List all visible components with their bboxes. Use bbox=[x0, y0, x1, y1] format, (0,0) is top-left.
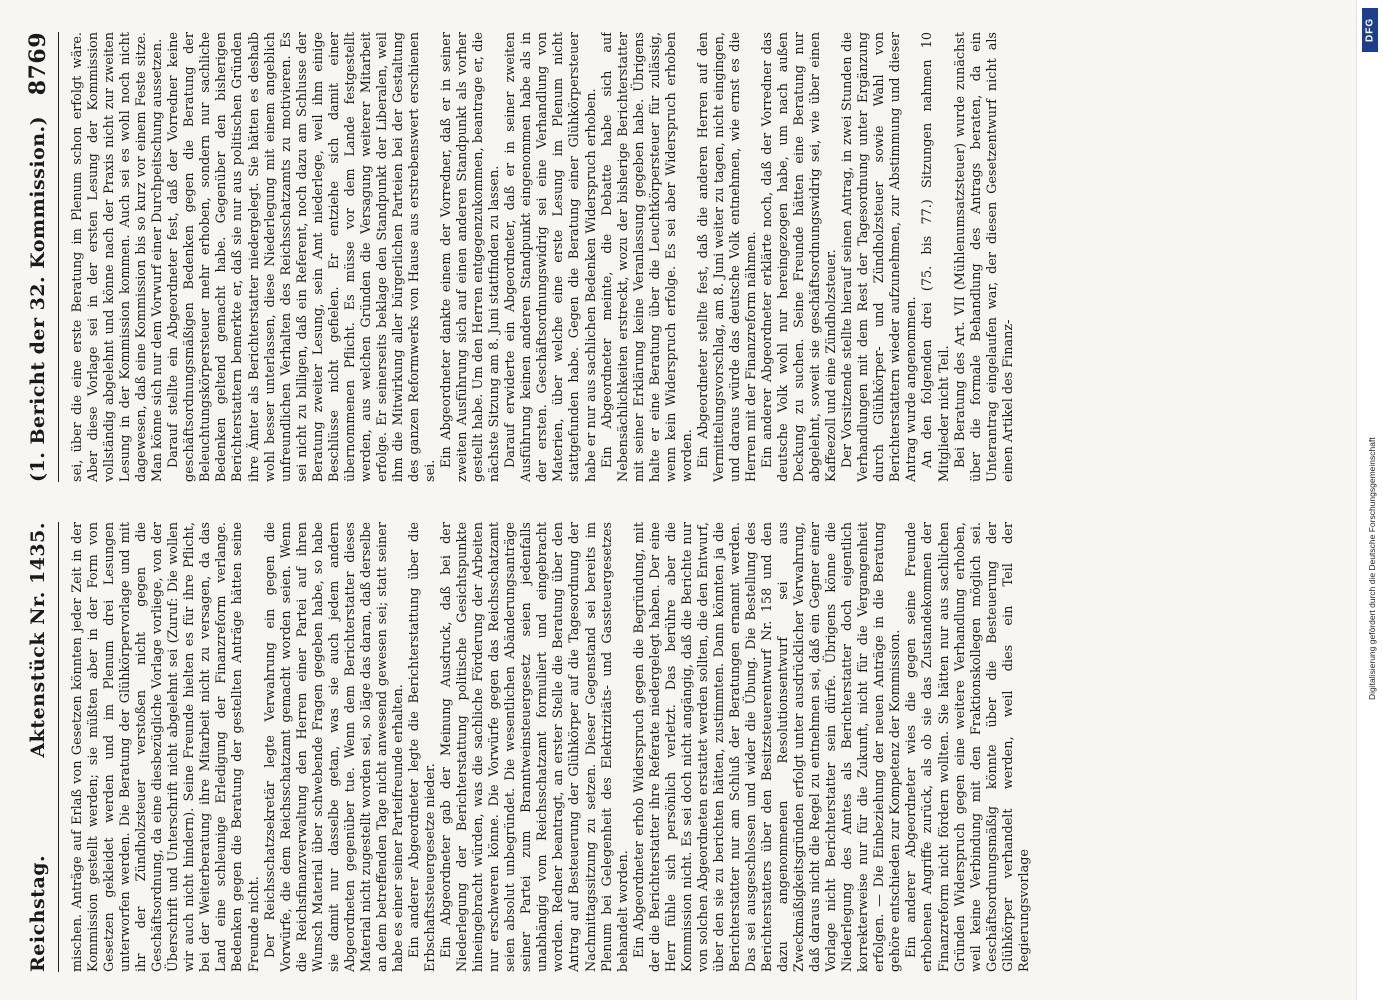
text-columns-left bbox=[70, 522, 1338, 972]
paragraph: Ein Abgeordneter erhob Widerspruch gegen die Begründung, mit der die Berichterstatter ihre Referate niedergelegt haben. Der eine Herr fühle sich persönlich verletzt. Das berühre aber die Kommission nicht. Es sei doch nicht angängig, daß die Berichte nur von solchen Abgeordneten erstattet werden sollten, die den Entwurf, über den sie zu berichten hätten, zustimmten. Dann könnten ja die Berichterstatter nur am Schluß der Beratungen ernannt werden. Das sei ausgeschlossen und wider die Übung. Die Bestellung des Berichterstatters über den Besitzsteuerentwurf Nr. 158 und den dazu angenommenen Resolutionsentwurf sei aus Zweckmäßigkeitsgründen erfolgt unter ausdrücklicher Verwahrung, daß daraus nicht die Regel zu entnehmen sei, daß ein Gegner einer Vorlage nicht Berichterstatter sein dürfe. Übrigens könne die Niederlegung des Amtes als Berichterstatter doch eigentlich korrekterweise nur für die Zukunft, nicht für die Vergangenheit erfolgen. — Die Einbeziehung der neuen Anträge in die Beratung gehöre entschieden zur Kompetenz der Kommission. bbox=[631, 522, 904, 972]
paragraph: sei, über die eine erste Beratung im Plenum schon erfolgt wäre. Aber diese Vorlage sei in der ersten Lesung der Kommission vollständig abgelehnt und könne nach der Praxis nicht zur zweiten Lesung in der Kommission kommen. Auch sei es wohl noch nicht dagewesen, daß eine Kommission bis so kurz vor einem Feste sitze. Man könne sich nur dem Vorwurf einer Durchpeitschung aussetzen. bbox=[70, 32, 166, 482]
rotated-page bbox=[18, 22, 1348, 982]
paragraph: Darauf stellte ein Abgeordneter fest, daß der Vorredner keine geschäftsordnungsmäßigen Bedenken gegen die Beratung der Beleuchtungskörpersteuer mehr erhoben, sondern nur sachliche Bedenken geltend gemacht habe. Gegenüber den bisherigen Berichterstattern bemerkte er, daß sie nur aus politischen Gründen ihre Ämter als Berichterstatter niedergelegt. Sie hätten es deshalb wohl besser unterlassen, diese Niederlegung mit einem angeblich unfreundlichen Verhalten des Reichsschatzamts zu motivieren. Es sei nicht zu billigen, daß ein Referent, noch dazu am Schlusse der Beratung zweiter Lesung, sein Amt niederlege, weil ihm einige Beschlüsse nicht gefielen. Er entziehe sich damit einer übernommenen Pflicht. Es müsse vor dem Lande festgestellt werden, aus welchen Gründen die Versagung weiterer Mitarbeit erfolge. Er seinerseits beklage den Standpunkt der Liberalen, weil ihm die Mitwirkung aller bürgerlichen Parteien bei der Gestaltung des ganzen Reformwerks von Hause aus erstrebenswert erschienen sei. bbox=[166, 32, 439, 482]
dfg-logo: DFG bbox=[1362, 8, 1378, 52]
paragraph: Ein Abgeordneter stellte fest, daß die anderen Herren auf den Vermittelungsvorschlag, am 8. Juni weiter zu tagen, nicht eingingen, und daraus würde das deutsche Volk entnehmen, wie ernst es die Herren mit der Finanzreform nähmen. bbox=[695, 32, 759, 482]
paragraph: Darauf erwiderte ein Abgeordneter, daß er in seiner zweiten Ausführung keinen anderen Standpunkt eingenommen habe als in der ersten. Geschäftsordnungswidrig sei eine Verhandlung von Materien, über welche eine erste Lesung im Plenum nicht stattgefunden habe. Gegen die Beratung einer Glühkörpersteuer habe er nur aus sachlichen Bedenken Widerspruch erhoben. bbox=[503, 32, 599, 482]
paragraph: Ein Abgeordneter meinte, die Debatte habe sich auf Nebensächlichkeiten erstreckt, wozu der bisherige Berichterstatter mit seiner Erklärung keine Veranlassung gegeben habe. Übrigens halte er eine Beratung über die Leuchtkörpersteuer für zulässig, wenn kein Widerspruch erfolge. Es sei aber Widerspruch erhoben worden. bbox=[599, 32, 695, 482]
paragraph: An den folgenden drei (75. bis 77.) Sitzungen nahmen 10 Mitglieder nicht Teil. bbox=[920, 32, 952, 482]
paragraph: Ein anderer Abgeordneter legte die Berichterstattung über die Erbschaftssteuergesetze nieder. bbox=[406, 522, 439, 972]
page-half-right bbox=[18, 22, 1348, 492]
text-column-1 bbox=[70, 522, 1338, 972]
dfg-credit-strip bbox=[1356, 0, 1383, 1000]
report-title: (1. Bericht der 32. Kommission.) bbox=[27, 115, 49, 482]
paragraph: Ein anderer Abgeordneter erklärte noch, daß der Vorredner das deutsche Volk wohl nur hereingezogen habe, um nach außen Deckung zu suchen. Seine Freunde hätten eine Beratung nur abgelehnt, soweit sie geschäftsordnungswidrig sei, wie über einen Kaffeezoll und eine Zündholzsteuer. bbox=[760, 32, 840, 482]
paragraph: Der Reichsschatzsekretär legte Verwahrung ein gegen die Vorwürfe, die dem Reichsschatzamt gemacht worden seien. Wenn die Reichsfinanzverwaltung den Herren einer Partei auf ihren Wunsch Material über schwebende Fragen gegeben habe, so habe sie damit nur dasselbe getan, was sie auch jedem andern Abgeordneten gegenüber tue. Wenn dem Berichterstatter dieses Material nicht zugestellt worden sei, so läge das daran, daß derselbe an dem betreffenden Tage nicht anwesend gewesen sei; statt seiner habe es einer seiner Parteifreunde erhalten. bbox=[262, 522, 406, 972]
paragraph: Der Vorsitzende stellte hierauf seinen Antrag, in zwei Stunden die Verhandlungen mit dem Rest der Tagesordnung unter Ergänzung durch Glühkörper- und Zündholzsteuer sowie Wahl von Berichterstattern wieder aufzunehmen, zur Abstimmung und dieser Antrag wurde angenommen. bbox=[840, 32, 920, 482]
paragraph: Ein anderer Abgeordneter wies die gegen seine Freunde erhobenen Angriffe zurück, als ob sie das Zustandekommen der Finanzreform nicht fördern wollten. Sie hätten nur aus sachlichen Gründen Widerspruch gegen eine weitere Verhandlung erhoben, weil keine Verbindung mit den Fraktionskollegen möglich sei. Geschäftsordnungsmäßig könnte über die Besteuerung der Glühkörper verhandelt werden, weil dies ein Teil der Regierungsvorlage bbox=[904, 522, 1032, 972]
paragraph: Ein Abgeordneter gab der Meinung Ausdruck, daß bei der Niederlegung der Berichterstattung politische Gesichtspunkte hineingebracht würden, was die sachliche Förderung der Arbeiten nur erschweren könne. Die Vorwürfe gegen das Reichsschatzamt seien absolut unbegründet. Die wesentlichen Abänderungsanträge seiner Partei zum Branntweinsteuergesetz seien jedenfalls unabhängig vom Reichsschatzamt formuliert und eingebracht worden. Redner beantragt, an erster Stelle die Beratung über den Antrag auf Besteuerung der Glühkörper auf die Tagesordnung der Nachmittagssitzung zu setzen. Dieser Gegenstand sei bereits im Plenum bei Gelegenheit des Elektrizitäts- und Gassteuergesetzes behandelt worden. bbox=[439, 522, 631, 972]
page-half-left bbox=[18, 512, 1348, 982]
text-column-2 bbox=[70, 32, 1338, 482]
paragraph: mischen. Anträge auf Erlaß von Gesetzen könnten jeder Zeit in der Kommission gestellt werden; sie müßten aber in der Form von Gesetzen gekleidet werden und im Plenum drei Lesungen unterworfen werden. Die Beratung der Glühkörpervorlage und mit ihr der Zündholzsteuer verstoßen nicht gegen die Geschäftsordnung, da eine diesbezügliche Vorlage vorliege, von der Überschrift und Unterschrift nicht abgelehnt sei (Zuruf: Die wollen wir auch nicht hindern). Seine Freunde hielten es für ihre Pflicht, bei der Weiterberatung ihre Mitarbeit nicht zu versagen, da das Land eine schleunige Erledigung der Finanzreform verlange. Bedenken gegen die Beratung der gestellten Anträge hätten seine Freunde nicht. bbox=[70, 522, 262, 972]
paragraph: Ein Abgeordneter dankte einem der Vorredner, daß er in seiner zweiten Ausführung sich auf einen anderen Standpunkt als vorher gestellt habe. Um den Herren entgegenzukommen, beantrage er, die nächste Sitzung am 8. Juni stattfinden zu lassen. bbox=[439, 32, 503, 482]
dfg-credit-text: Digitalisierung gefördert durch die Deutsche Forschungsgemeinschaft bbox=[1367, 437, 1377, 700]
running-head-right bbox=[18, 32, 59, 482]
paragraph: Bei Beratung des Art. VII (Mühlenumsatzsteuer) wurde zunächst über die formale Behandlung des Antrags beraten, da ein Unterantrag eingelaufen war, der diesen Gesetzentwurf nicht als einen Artikel des Finanz- bbox=[952, 32, 1016, 482]
running-head-left bbox=[18, 522, 59, 972]
text-columns-right bbox=[70, 32, 1338, 482]
page-number: 8769 bbox=[25, 32, 51, 96]
journal-name: Reichstag. bbox=[27, 854, 49, 972]
document-number: Aktenstück Nr. 1435. bbox=[27, 522, 49, 758]
